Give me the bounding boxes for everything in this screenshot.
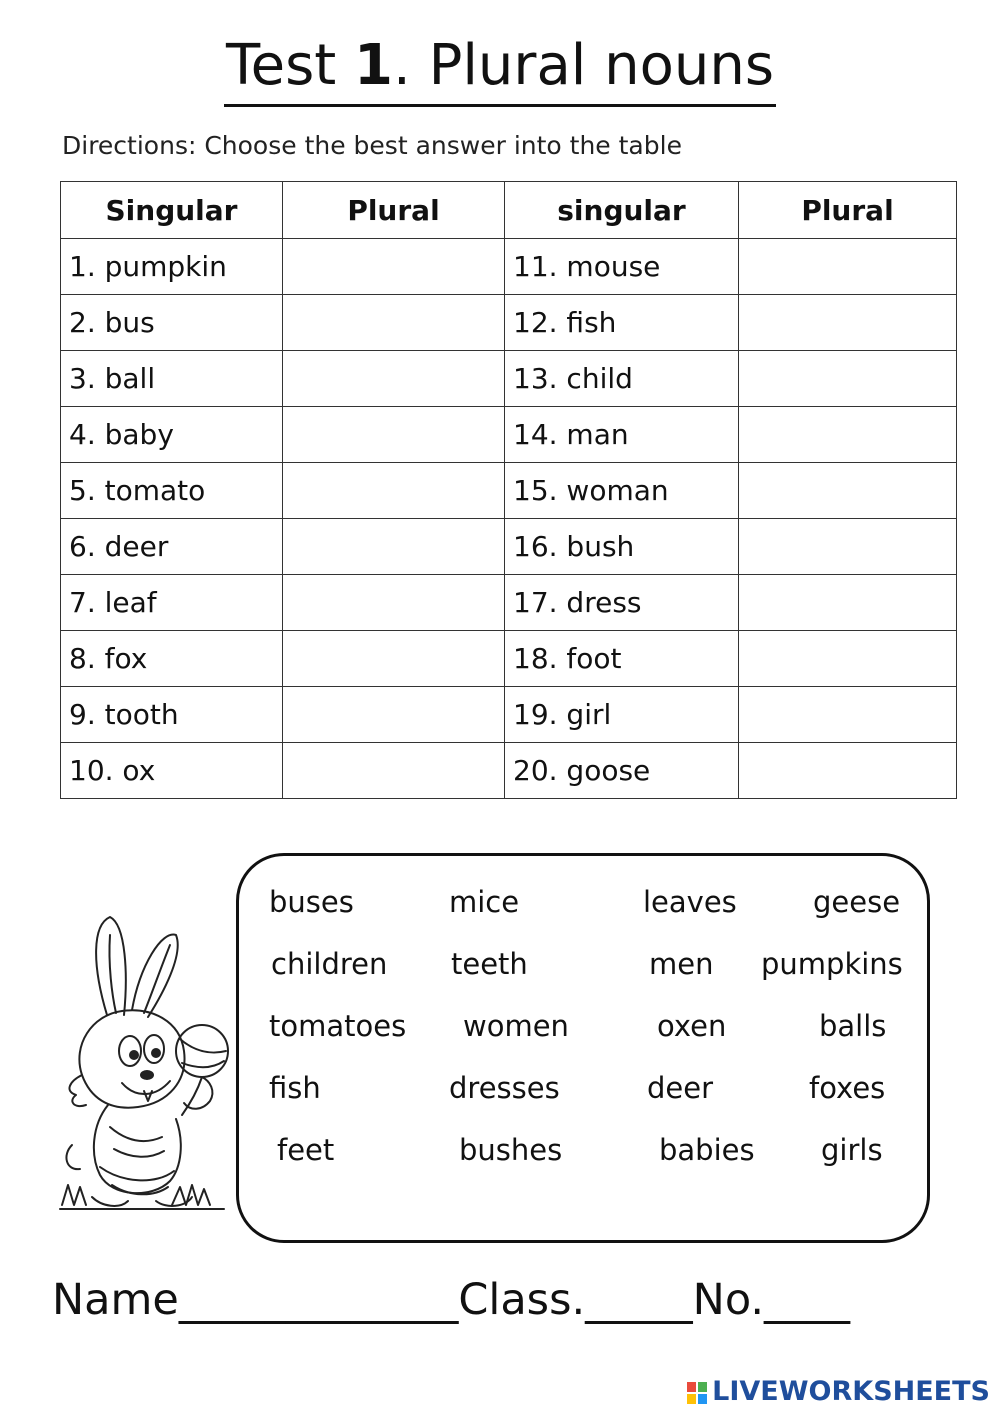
table-row: [61, 631, 957, 687]
worksheet-title: [0, 30, 1000, 107]
plural-answer-cell[interactable]: [739, 519, 957, 575]
word-bank-item[interactable]: feet: [277, 1133, 335, 1167]
plural-answer-cell[interactable]: [739, 687, 957, 743]
title-suffix: . Plural nouns: [393, 33, 775, 98]
plural-answer-cell[interactable]: [283, 631, 505, 687]
singular-cell: 13. child: [505, 351, 739, 407]
singular-cell: 18. foot: [505, 631, 739, 687]
plural-answer-cell[interactable]: [283, 407, 505, 463]
word-bank-item[interactable]: pumpkins: [761, 947, 903, 981]
word-bank-item[interactable]: buses: [269, 885, 354, 919]
word-bank-item[interactable]: children: [271, 947, 388, 981]
singular-cell: 17. dress: [505, 575, 739, 631]
table-header-row: [61, 182, 957, 239]
plural-answer-cell[interactable]: [283, 519, 505, 575]
plural-answer-cell[interactable]: [283, 687, 505, 743]
table-row: [61, 295, 957, 351]
table-row: [61, 407, 957, 463]
table-row: [61, 687, 957, 743]
singular-cell: 5. tomato: [61, 463, 283, 519]
plural-answer-cell[interactable]: [283, 295, 505, 351]
name-class-number-line: Name_____________Class._____No.____: [52, 1275, 851, 1325]
title-prefix: Test: [225, 33, 355, 98]
word-bank-item[interactable]: fish: [269, 1071, 321, 1105]
word-bank-item[interactable]: deer: [647, 1071, 714, 1105]
plural-answer-cell[interactable]: [283, 743, 505, 799]
singular-cell: 15. woman: [505, 463, 739, 519]
plural-answer-cell[interactable]: [283, 575, 505, 631]
word-bank-item[interactable]: dresses: [449, 1071, 560, 1105]
plural-answer-cell[interactable]: [739, 295, 957, 351]
table-row: [61, 463, 957, 519]
plural-answer-cell[interactable]: [739, 743, 957, 799]
word-bank-item[interactable]: men: [649, 947, 714, 981]
table-row: [61, 519, 957, 575]
plural-answer-cell[interactable]: [739, 463, 957, 519]
singular-cell: 19. girl: [505, 687, 739, 743]
singular-cell: 2. bus: [61, 295, 283, 351]
word-bank-item[interactable]: foxes: [809, 1071, 886, 1105]
singular-cell: 6. deer: [61, 519, 283, 575]
table-row: [61, 743, 957, 799]
singular-cell: 7. leaf: [61, 575, 283, 631]
singular-cell: 16. bush: [505, 519, 739, 575]
word-bank-item[interactable]: geese: [813, 885, 901, 919]
word-bank-item[interactable]: bushes: [459, 1133, 563, 1167]
table-row: [61, 351, 957, 407]
plural-answer-cell[interactable]: [739, 407, 957, 463]
table-row: [61, 239, 957, 295]
brand-name: LIVEWORKSHEETS: [712, 1376, 990, 1407]
word-bank-item[interactable]: mice: [449, 885, 520, 919]
plural-answer-cell[interactable]: [739, 239, 957, 295]
header-singular-1: Singular: [61, 182, 283, 239]
table-row: [61, 575, 957, 631]
word-bank-item[interactable]: tomatoes: [269, 1009, 407, 1043]
brand-logo-icon: [686, 1381, 708, 1405]
plural-answer-cell[interactable]: [283, 463, 505, 519]
singular-cell: 11. mouse: [505, 239, 739, 295]
singular-cell: 4. baby: [61, 407, 283, 463]
word-bank-item[interactable]: oxen: [657, 1009, 727, 1043]
bunny-illustration: [52, 905, 232, 1225]
singular-cell: 20. goose: [505, 743, 739, 799]
singular-cell: 9. tooth: [61, 687, 283, 743]
plural-answer-cell[interactable]: [283, 351, 505, 407]
word-bank-item[interactable]: babies: [659, 1133, 755, 1167]
singular-cell: 14. man: [505, 407, 739, 463]
singular-cell: 8. fox: [61, 631, 283, 687]
plural-answer-cell[interactable]: [283, 239, 505, 295]
brand-watermark: [686, 1376, 990, 1407]
singular-cell: 1. pumpkin: [61, 239, 283, 295]
header-singular-2: singular: [505, 182, 739, 239]
plural-answer-cell[interactable]: [739, 575, 957, 631]
title-number: 1: [354, 33, 393, 98]
directions-text: Directions: Choose the best answer into the table: [62, 131, 682, 160]
plural-answer-cell[interactable]: [739, 631, 957, 687]
answer-table: [60, 181, 957, 799]
word-bank-item[interactable]: teeth: [451, 947, 528, 981]
header-plural-1: Plural: [283, 182, 505, 239]
plural-answer-cell[interactable]: [739, 351, 957, 407]
word-bank: [236, 853, 930, 1243]
word-bank-item[interactable]: women: [463, 1009, 569, 1043]
singular-cell: 12. fish: [505, 295, 739, 351]
header-plural-2: Plural: [739, 182, 957, 239]
word-bank-item[interactable]: balls: [819, 1009, 887, 1043]
singular-cell: 10. ox: [61, 743, 283, 799]
word-bank-item[interactable]: leaves: [643, 885, 737, 919]
singular-cell: 3. ball: [61, 351, 283, 407]
word-bank-item[interactable]: girls: [821, 1133, 883, 1167]
